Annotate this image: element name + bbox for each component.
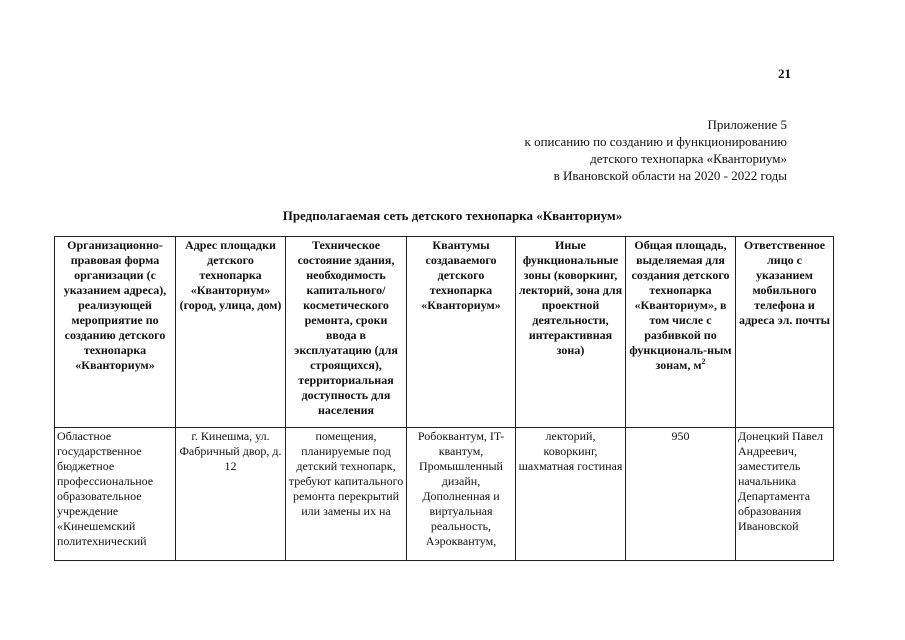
header-area-text: Общая площадь, выделяемая для создания детского технопарка «Кванториум», в том числе с разбивкой по функциональ-ным зонам, м: [629, 238, 732, 372]
appendix-line-1: Приложение 5: [707, 117, 787, 132]
cell-responsible: Донецкий Павел Андреевич, заместитель начальника Департамента образования Ивановской: [736, 428, 834, 561]
header-org: Организационно-правовая форма организации (с указанием адреса), реализующей мероприятие по созданию детского технопарка «Кванториум»: [55, 237, 176, 428]
cell-tech-state: помещения, планируемые под детский технопарк, требуют капитального ремонта перекрытий или замены их на: [286, 428, 407, 561]
cell-org: Областное государственное бюджетное профессиональное образовательное учреждение «Кинешемский политехнический: [55, 428, 176, 561]
document-title: Предполагаемая сеть детского технопарка «Кванториум»: [282, 208, 623, 223]
cell-address: г. Кинешма, ул. Фабричный двор, д. 12: [176, 428, 286, 561]
header-address: Адрес площадки детского технопарка «Кванториум» (город, улица, дом): [176, 237, 286, 428]
cell-quantums: Робоквантум, IT-квантум, Промышленный дизайн, Дополненная и виртуальная реальность, Аэроквантум,: [407, 428, 516, 561]
header-area-superscript: 2: [701, 357, 706, 366]
cell-area: 950: [626, 428, 736, 561]
header-responsible: Ответственное лицо с указанием мобильного телефона и адреса эл. почты: [736, 237, 834, 428]
network-table: [54, 236, 834, 561]
table-row: [55, 428, 834, 561]
appendix-line-2: к описанию по созданию и функционированию: [524, 134, 787, 149]
header-quantums: Квантумы создаваемого детского технопарка «Кванториум»: [407, 237, 516, 428]
cell-other-zones: лекторий, коворкинг, шахматная гостиная: [516, 428, 626, 561]
page-number: 21: [778, 66, 791, 81]
header-other-zones: Иные функциональные зоны (коворкинг, лекторий, зона для проектной деятельности, интерактивная зона): [516, 237, 626, 428]
header-tech-state: Техническое состояние здания, необходимость капитального/ косметического ремонта, сроки ввода в эксплуатацию (для строящихся), территориальная доступность для населения: [286, 237, 407, 428]
header-area: [626, 237, 736, 428]
appendix-block: [525, 116, 787, 184]
appendix-line-3: детского технопарка «Кванториум»: [590, 151, 787, 166]
table-header-row: [55, 237, 834, 428]
appendix-line-4: в Ивановской области на 2020 - 2022 годы: [553, 168, 787, 183]
